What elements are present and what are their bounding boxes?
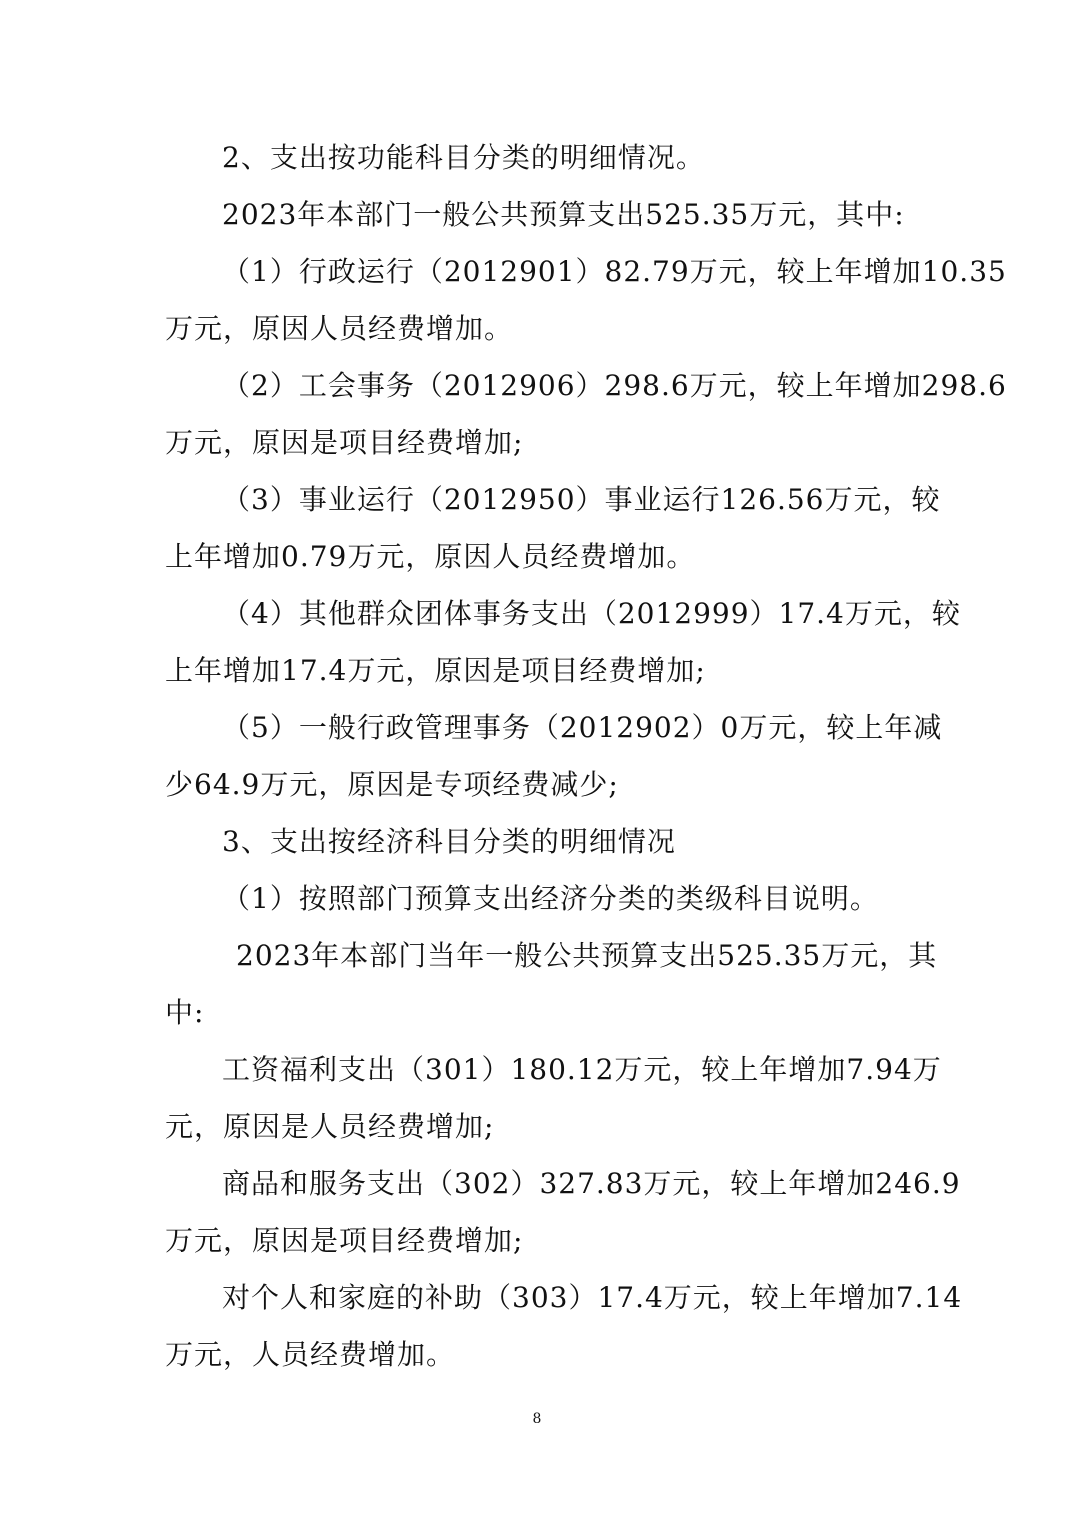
- paragraph-line: 万元，原因是项目经费增加;: [165, 1224, 524, 1257]
- heading-2: 2、支出按功能科目分类的明细情况。: [222, 141, 705, 174]
- paragraph-line: （1）按照部门预算支出经济分类的类级科目说明。: [222, 882, 879, 915]
- paragraph-line: 元，原因是人员经费增加;: [165, 1110, 495, 1143]
- paragraph-line: 万元，原因人员经费增加。: [165, 312, 514, 345]
- paragraph-line: （4）其他群众团体事务支出（2012999）17.4万元，较: [222, 597, 961, 630]
- paragraph-line: （2）工会事务（2012906）298.6万元，较上年增加298.6: [222, 369, 1007, 402]
- paragraph-line: （5）一般行政管理事务（2012902）0万元，较上年减: [222, 711, 943, 744]
- paragraph-line: （1）行政运行（2012901）82.79万元，较上年增加10.35: [222, 255, 1007, 288]
- paragraph-line: 上年增加0.79万元，原因人员经费增加。: [165, 540, 696, 573]
- heading-3: 3、支出按经济科目分类的明细情况: [222, 825, 676, 858]
- paragraph-line: 商品和服务支出（302）327.83万元，较上年增加246.9: [222, 1167, 961, 1200]
- paragraph-line: 上年增加17.4万元，原因是项目经费增加;: [165, 654, 706, 687]
- paragraph-line: 2023年本部门一般公共预算支出525.35万元，其中:: [222, 198, 905, 231]
- paragraph-line: 万元，人员经费增加。: [165, 1338, 456, 1371]
- page-number: 8: [532, 1411, 542, 1427]
- paragraph-line: 对个人和家庭的补助（303）17.4万元，较上年增加7.14: [222, 1281, 963, 1314]
- paragraph-line: 2023年本部门当年一般公共预算支出525.35万元，其: [236, 939, 938, 972]
- paragraph-line: 工资福利支出（301）180.12万元，较上年增加7.94万: [222, 1053, 942, 1086]
- paragraph-line: 少64.9万元，原因是专项经费减少;: [165, 768, 619, 801]
- paragraph-line: 中:: [165, 996, 205, 1029]
- paragraph-line: 万元，原因是项目经费增加;: [165, 426, 524, 459]
- paragraph-line: （3）事业运行（2012950）事业运行126.56万元，较: [222, 483, 941, 516]
